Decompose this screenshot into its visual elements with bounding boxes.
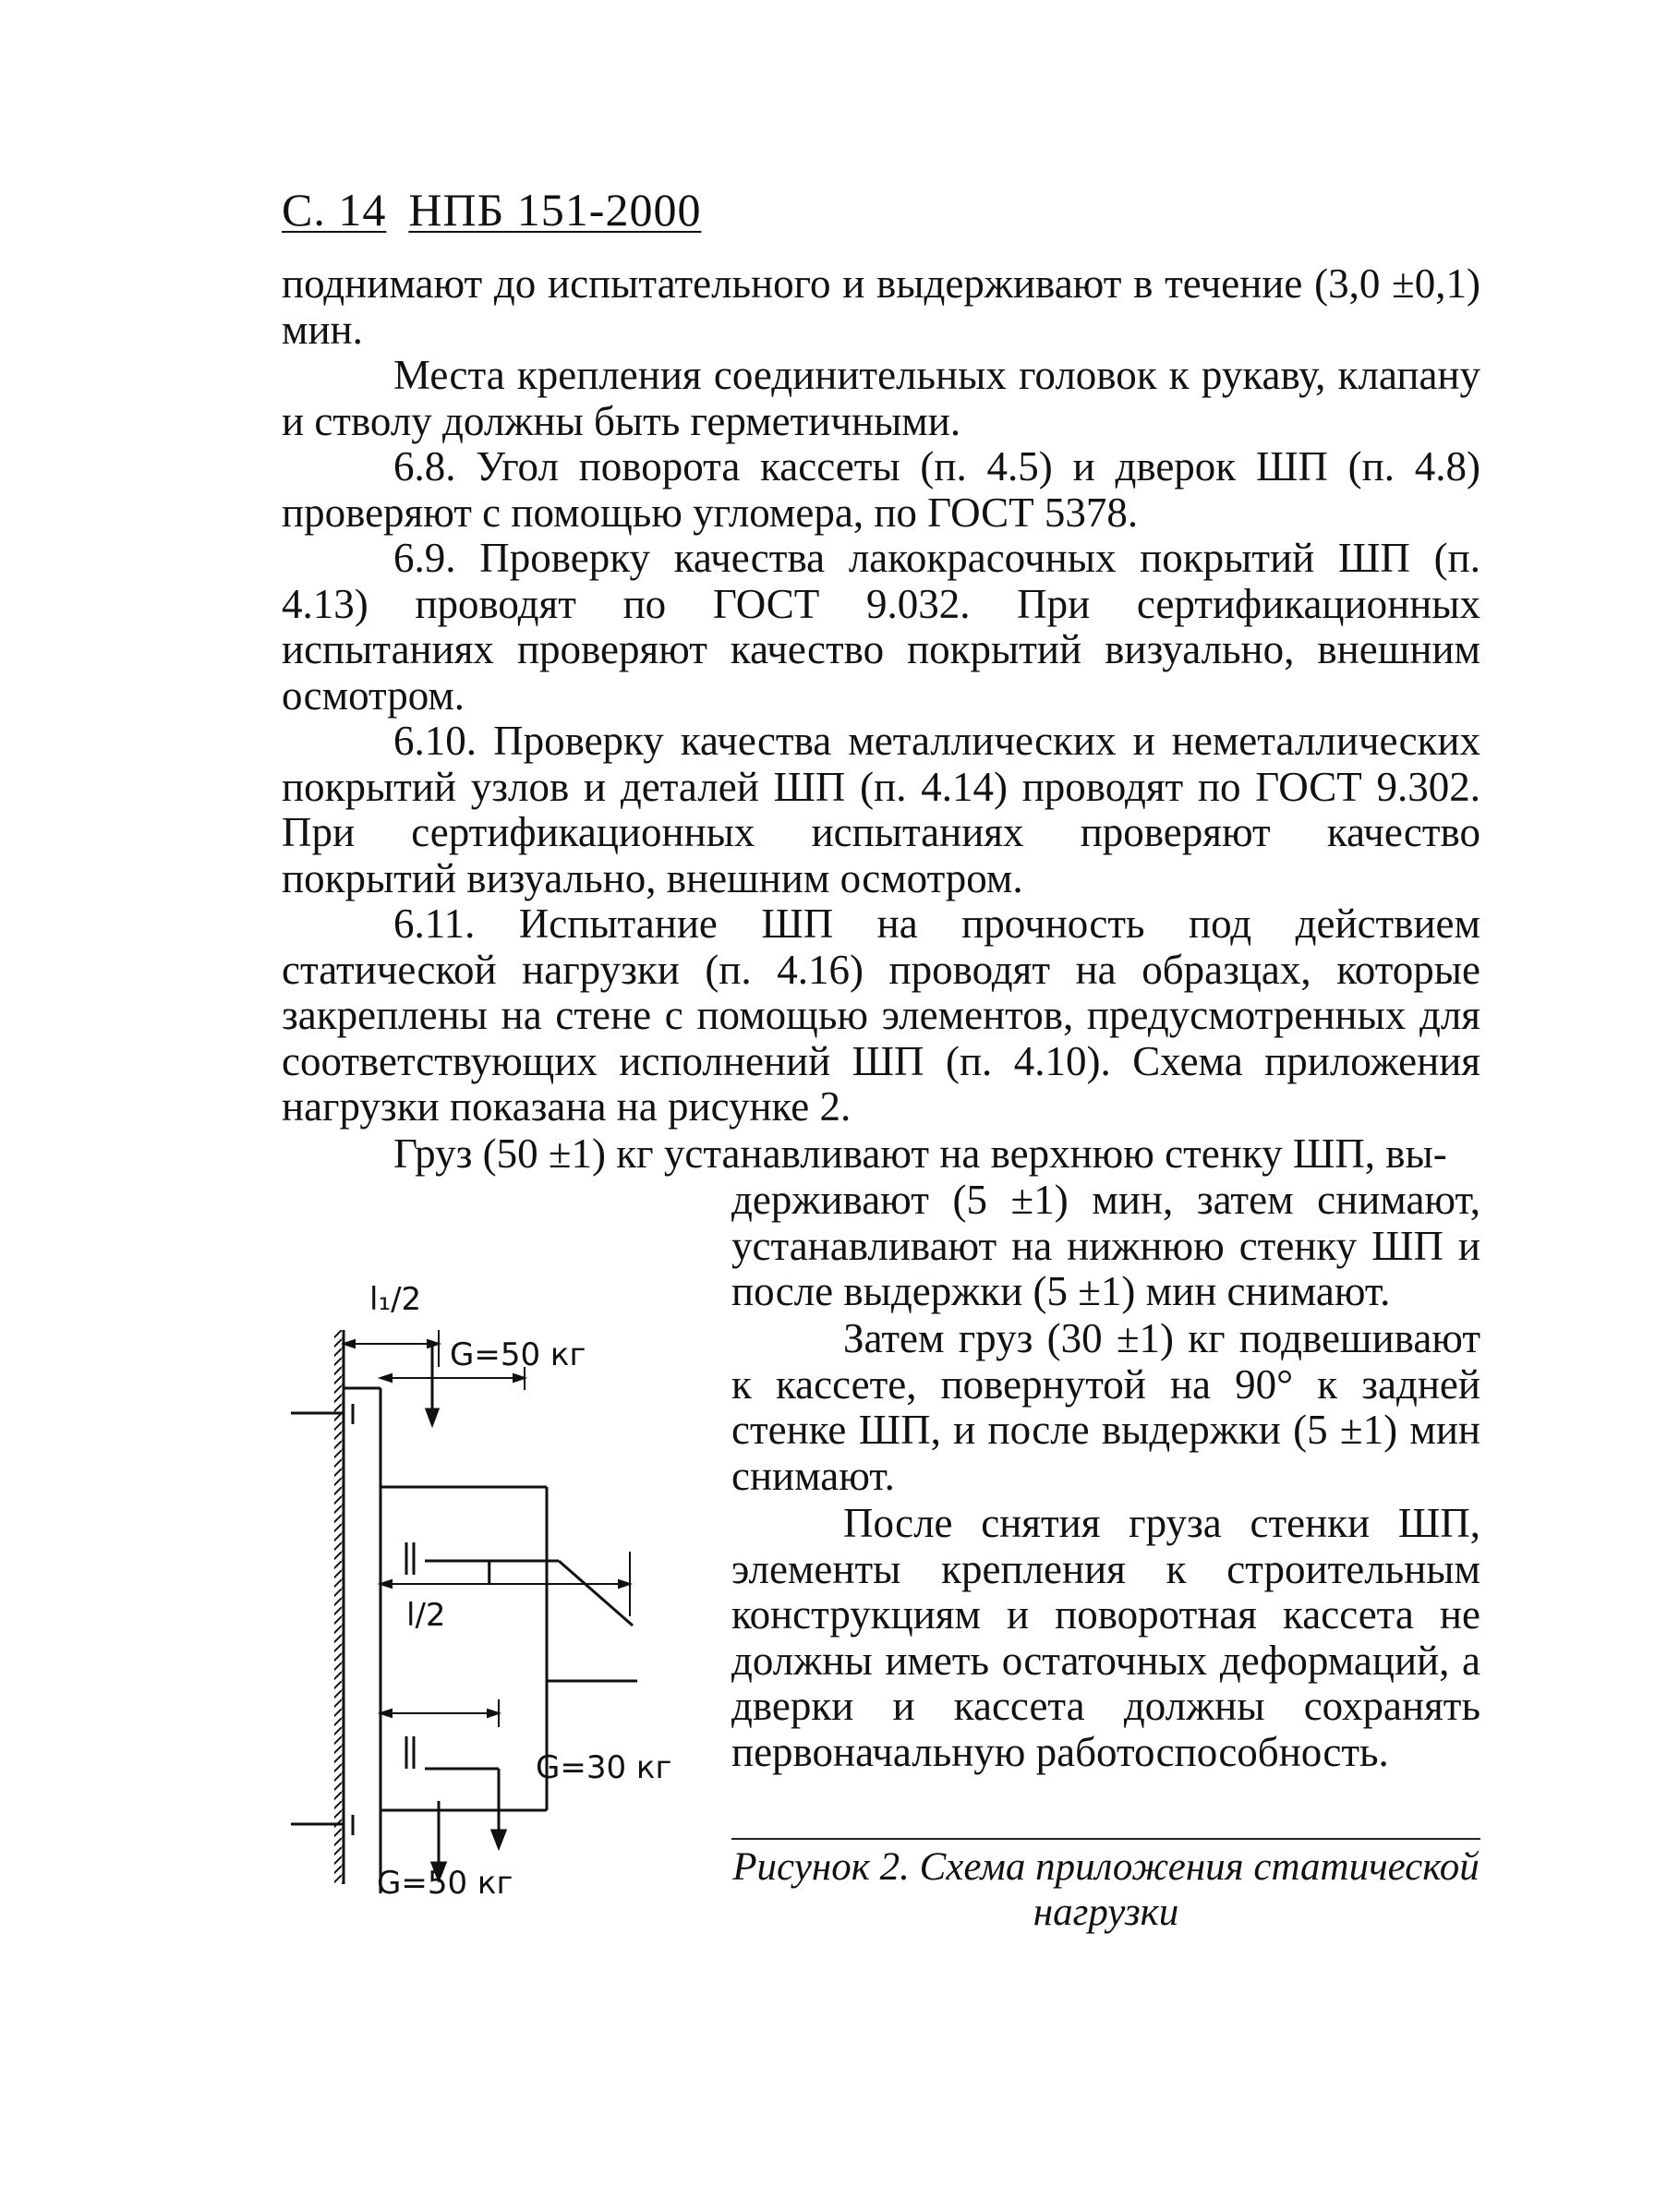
caption-line-1: Рисунок 2. Схема приложения статической (732, 1845, 1480, 1889)
label-l-half: l/2 (406, 1597, 446, 1634)
label-load-cassette: G=30 кг (536, 1749, 672, 1786)
figure-caption (731, 1844, 1480, 1935)
caption-line-2: нагрузки (1033, 1891, 1179, 1934)
page-number: С. 14 (282, 184, 387, 236)
label-load-bottom: G=50 кг (377, 1865, 513, 1902)
paragraph-connections: Места крепления соединительных головок к рукаву, клапану и стволу должны быть герметичными. (282, 352, 1480, 444)
paragraph-6-8: 6.8. Угол поворота кассеты (п. 4.5) и дверок ШП (п. 4.8) проверяют с помощью угломера, по ГОСТ 5378. (282, 443, 1480, 536)
caption-rule (731, 1838, 1480, 1840)
document-code: НПБ 151-2000 (408, 184, 702, 236)
paragraph-cassette-load: Затем груз (30 ±1) кг подвешивают к кассете, повернутой на 90° к задней стенке ШП, и после выдержки (5 ±1) мин снимают. (731, 1315, 1480, 1499)
paragraph-continuation: поднимают до испытательного и выдерживают в течение (3,0 ±0,1) мин. (282, 260, 1480, 353)
paragraph-after-load: После снятия груза стенки ШП, элементы крепления к строительным конструкциям и поворотная кассета не должны иметь остаточных деформаций, а дверки и кассета должны сохранять первоначальную работоспособность. (731, 1500, 1480, 1775)
label-load-top: G=50 кг (450, 1336, 586, 1373)
label-l1-half: l₁/2 (369, 1281, 422, 1318)
paragraph-load-continued: держивают (5 ±1) мин, затем снимают, устанавливают на нижнюю стенку ШП и после выдержки (5 ±1) мин снимают. (731, 1177, 1480, 1314)
paragraph-6-10: 6.10. Проверку качества металлических и неметаллических покрытий узлов и деталей ШП (п. 4.14) проводят по ГОСТ 9.302. При сертификационных испытаниях проверяют качество покрытий визуально, внешним осмотром. (282, 718, 1480, 901)
paragraph-load-lead: Груз (50 ±1) кг устанавливают на верхнюю стенку ШП, вы- (393, 1130, 1447, 1177)
cabinet-outline (344, 1388, 637, 1893)
page-header (282, 183, 723, 236)
load-scheme-figure (277, 1265, 711, 1912)
paragraph-6-11: 6.11. Испытание ШП на прочность под действием статической нагрузки (п. 4.16) проводят на образцах, которые закреплены на стене с помощью элементов, предусмотренных для соответствующих исполнений ШП (п. 4.10). Схема приложения нагрузки показана на рисунке 2. (282, 901, 1480, 1130)
paragraph-6-9: 6.9. Проверку качества лакокрасочных покрытий ШП (п. 4.13) проводят по ГОСТ 9.032. При сертификационных испытаниях проверяют качество покрытий визуально, внешним осмотром. (282, 535, 1480, 719)
label-l: l (485, 1555, 494, 1592)
dimension-lines (344, 1330, 630, 1727)
